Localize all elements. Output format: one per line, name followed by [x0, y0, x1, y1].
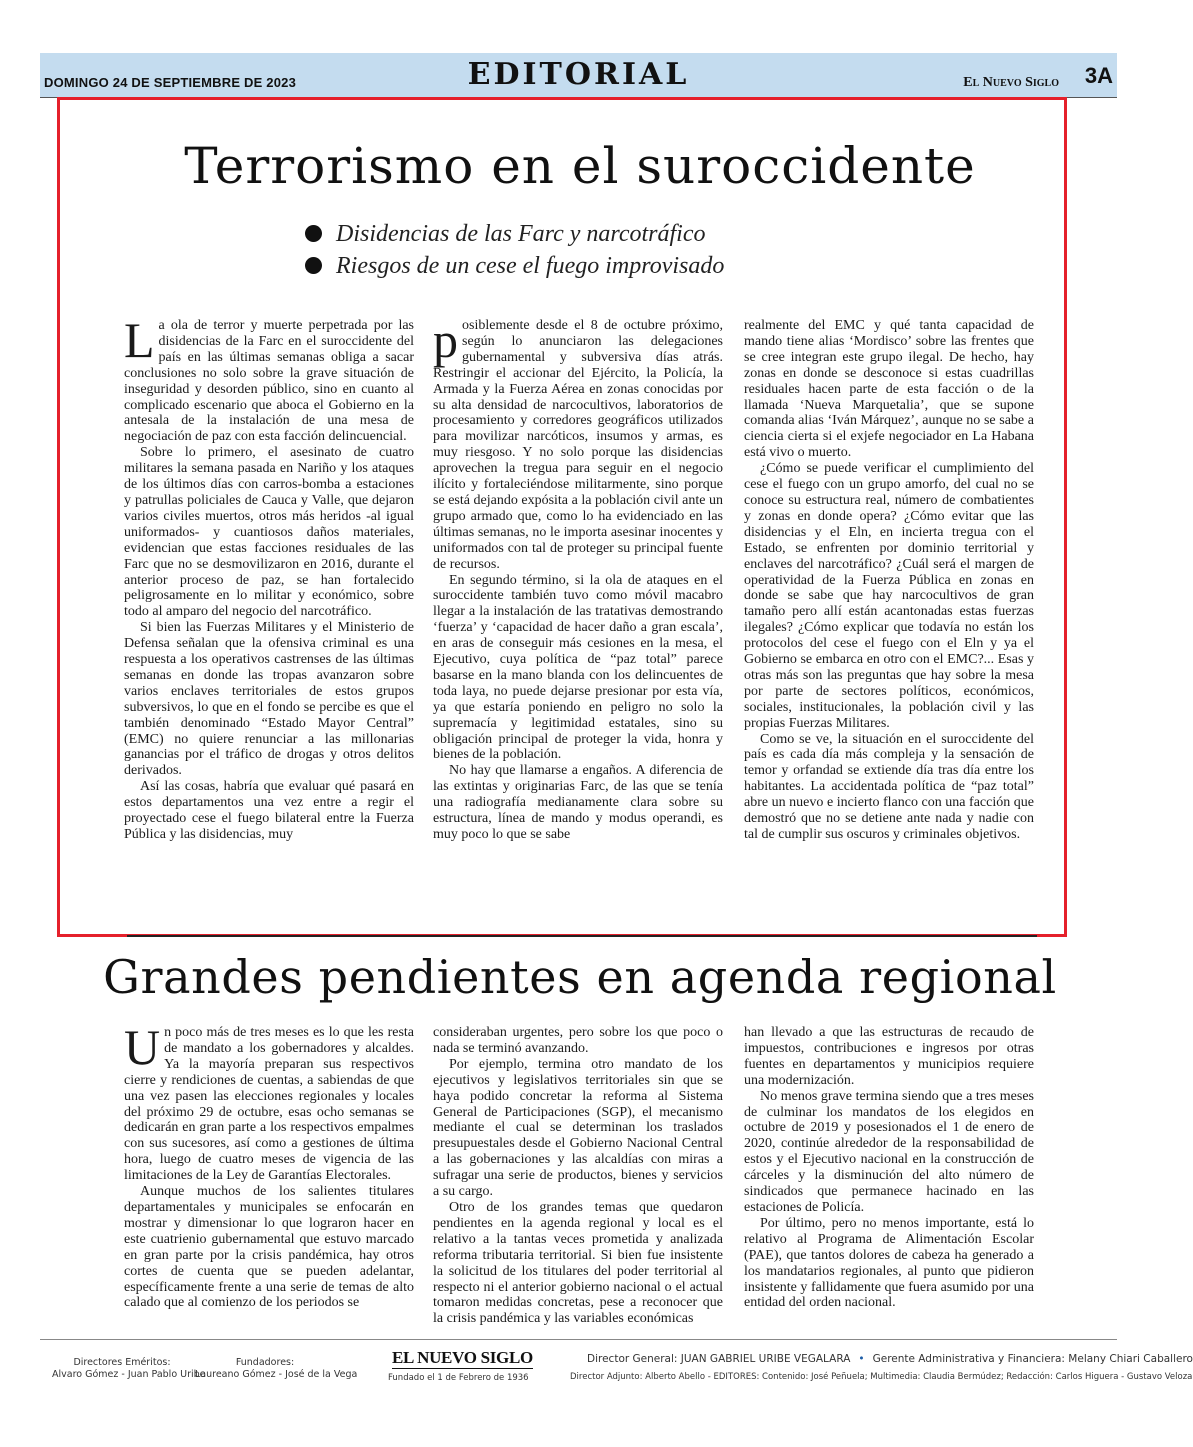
header-brand: El Nuevo Siglo [963, 75, 1059, 90]
page-header [40, 53, 1117, 97]
footer-director: Director General: JUAN GABRIEL URIBE VEGALARA [587, 1353, 851, 1365]
footer-names: Laureano Gómez - José de la Vega [195, 1369, 358, 1380]
footer-editors: Director Adjunto: Alberto Abello - EDITORES: Contenido: José Peñuela; Multimedia: Claudia Bermúdez; Redacción: Carlos Higuera - Gustavo Veloza [570, 1372, 1193, 1382]
bullet-icon [305, 257, 322, 274]
paragraph: ¿Cómo se puede verificar el cumplimiento del cese el fuego con un grupo amorfo, del cual no se conoce su estructura real, número de combatientes y zonas en donde opera? ¿Cómo evitar que las disidencias y el Eln, en incierta tregua con el Estado, se enfrenten por dominio territorial y enclaves del narcotráfico? ¿Cuál será el margen de operatividad de la Fuerza Pública en zonas en donde se sabe que hay narcocultivos de gran tamaño pero allí están acantonadas estas fuerzas ilegales? ¿Cómo explicar que todavía no están los protocolos del cese el fuego con el Eln y ya el Gobierno se embarca en otro con el EMC?... Esas y otras más son las preguntas que hay sobre la mesa por parte de sectores políticos, económicos, sociales, institucionales, la población civil y las propias Fuerzas Militares. [744, 461, 1034, 731]
issue-date: DOMINGO 24 DE SEPTIEMBRE DE 2023 [44, 75, 297, 90]
paragraph: La ola de terror y muerte perpetrada por las disidencias de la Farc en el suroccidente del país en las últimas semanas obliga a sacar conclusiones no solo sobre la grave situación de inseguridad y desorden público, sino en cuanto al complicado escenario que aboca el Gobierno en la antesala de la instalación de una mesa de negociación de paz con esta facción delincuencial. [124, 312, 414, 445]
section-title: EDITORIAL [467, 57, 690, 92]
paragraph: Sobre lo primero, el asesinato de cuatro militares la semana pasada en Nariño y los ataques de los últimos días con carros-bomba a estaciones y patrullas policiales de Cauca y Valle, que dejaron varios civiles muertos, otros más heridos -al igual uniformados- y cuantiosos daños materiales, evidencian que estas facciones residuales de las Farc que no se desmovilizaron en 2016, durante el anterior proceso de paz, se han fortalecido peligrosamente en lo militar y económico, sobre todo al amparo del negocio del narcotráfico. [124, 445, 414, 620]
article1-subhead: Disidencias de las Farc y narcotráfico [305, 218, 724, 250]
paragraph: han llevado a que las estructuras de recaudo de impuestos, contribuciones e ingresos por otras fuentes en departamentos y municipios requiere una modernización. [744, 1025, 1034, 1088]
footer-manager: Gerente Administrativa y Financiera: Melany Chiari Caballero [872, 1353, 1193, 1365]
bullet-icon [305, 225, 322, 242]
article2-column-2 [433, 1025, 723, 1327]
paragraph: posiblemente desde el 8 de octubre próximo, según lo anunciaron las delegaciones gubernamental y subversiva días atrás. Restringir el accionar del Ejército, la Policía, la Armada y la Fuerza Aérea en zonas conocidas por su alta densidad de narcocultivos, laboratorios de procesamiento y corredores geográficos utilizados para movilizar narcóticos, insumos y armas, es muy riesgoso. Y no solo porque las disidencias aprovechen la tregua para seguir en el negocio ilícito y fortaleciéndose militarmente, sino porque se está dejando expósita a la población civil ante un grupo armado que, como lo ha evidenciado en las últimas semanas, no le importa asesinar inocentes y uniformados con tal de proteger su principal fuente de recursos. [433, 312, 723, 572]
footer-director-line [587, 1353, 1193, 1365]
article2-column-3 [744, 1025, 1034, 1311]
article1-subhead: Riesgos de un cese el fuego improvisado [305, 250, 724, 282]
paragraph: En segundo término, si la ola de ataques en el suroccidente también tuvo como móvil macabro llegar a la instalación de las tratativas demostrando ‘fuerza’ y ‘capacidad de hacer daño a gran escala’, en aras de conseguir más cesiones en la mesa, el Ejecutivo, cuya política de “paz total” parece basarse en la mano blanda con los delincuentes de toda laya, no puede dejarse presionar por esta vía, ya que estaría poniendo en peligro no solo la supremacía y legitimidad estatales, sino su obligación principal de proteger la vida, honra y bienes de la población. [433, 572, 723, 763]
paragraph: Si bien las Fuerzas Militares y el Ministerio de Defensa señalan que la ofensiva criminal es una respuesta a los operativos castrenses de las últimas semanas en donde las tropas avanzaron sobre varios enclaves territoriales de estos grupos subversivos, lo que en el fondo se percibe es que el también denominado “Estado Mayor Central” (EMC) no quiere renunciar a las millonarias ganancias por el tráfico de drogas y otros delitos derivados. [124, 620, 414, 779]
paragraph: consideraban urgentes, pero sobre los que poco o nada se terminó avanzando. [433, 1025, 723, 1056]
article2-headline: Grandes pendientes en agenda regional [103, 950, 1057, 1004]
footer-label: Fundadores: [235, 1357, 295, 1368]
article-divider [127, 935, 1037, 937]
page-number: 3A [1084, 63, 1113, 88]
footer-founders [195, 1357, 358, 1381]
paragraph: Por ejemplo, termina otro mandato de los ejecutivos y legislativos territoriales sin que se haya podido concretar la reforma al Sistema General de Participaciones (SGP), el mecanismo mediante el cual se determinan los traslados presupuestales desde el Gobierno Nacional Central a las gobernaciones y las alcaldías con miras a sufragar una serie de productos, bienes y servicios a su cargo. [433, 1056, 723, 1200]
footer-logo: EL NUEVO SIGLO [392, 1348, 533, 1367]
paragraph: Por último, pero no menos importante, está lo relativo al Programa de Alimentación Escolar (PAE), que tantos dolores de cabeza ha generado a los mandatarios regionales, al punto que pidieron insistente y fallidamente que fuera asumido por una entidad del orden nacional. [744, 1215, 1034, 1311]
paragraph: Aunque muchos de los salientes titulares departamentales y municipales se enfocarán en mostrar y dimensionar lo que lograron hacer en este cuatrienio gubernamental que estuvo marcado en gran parte por la crisis pandémica, hay otros cortes de cuenta que se pueden adelantar, específicamente frente a una serie de temas de alto calado que al comienzo de los periodos se [124, 1184, 414, 1311]
article1-column-2 [433, 312, 723, 843]
paragraph: realmente del EMC y qué tanta capacidad de mando tiene alias ‘Mordisco’ sobre las frentes que se cree integran este grupo ilegal. De hecho, hay zonas en donde se desconoce si estas cuadrillas residuales hacen parte de esta facción o de la llamada ‘Nueva Marquetalia’, que se supone comanda alias ‘Iván Márquez’, aunque no se sabe a ciencia cierta si el exjefe negociador en La Habana está vivo o muerto. [744, 318, 1034, 461]
paragraph: No menos grave termina siendo que a tres meses de culminar los mandatos de los elegidos en octubre de 2019 y posesionados el 1 de enero de 2020, continúe alrededor de la responsabilidad de estos y el Ejecutivo nacional en la construcción de cárceles y la disminución del alto número de sindicados que permanece hacinado en las estaciones de Policía. [744, 1088, 1034, 1215]
paragraph: Así las cosas, habría que evaluar qué pasará en estos departamentos una vez entre a regir el proyectado cese el fuego bilateral entre la Fuerza Pública y las disidencias, muy [124, 779, 414, 842]
paragraph: Otro de los grandes temas que quedaron pendientes en la agenda regional y local es el relativo a la tantas veces prometida y analizada reforma tributaria territorial. Si bien fue insistente la solicitud de los titulares del poder territorial al respecto ni el anterior gobierno nacional o el actual tomaron medidas concretas, pese a reconocer que la crisis pandémica y las variables económicas [433, 1199, 723, 1327]
article2-column-1 [124, 1019, 414, 1311]
footer-rule [40, 1339, 1117, 1340]
article1-column-3 [744, 318, 1034, 843]
paragraph: Un poco más de tres meses es lo que les resta de mandato a los gobernadores y alcaldes. Ya la mayoría preparan sus respectivos cierre y rendiciones de cuentas, a sabiendas de que una vez pasen las elecciones regionales y locales del próximo 29 de octubre, esas ocho semanas se dedicarán en gran parte a los respectivos empalmes con sus sucesores, así como a gestiones de última hora, luego de cuatro meses de vigencia de las limitaciones de la Ley de Garantías Electorales. [124, 1019, 414, 1184]
article1-column-1 [124, 312, 414, 843]
footer-separator: • [858, 1353, 865, 1365]
article1-subheads [305, 218, 724, 282]
footer-founded: Fundado el 1 de Febrero de 1936 [388, 1373, 529, 1383]
footer-label: Directores Eméritos: [73, 1357, 171, 1368]
article1-headline: Terrorismo en el suroccidente [184, 137, 976, 195]
footer-names: Alvaro Gómez - Juan Pablo Uribe [52, 1369, 206, 1380]
paragraph: Como se ve, la situación en el suroccidente del país es cada día más compleja y la sensación de temor y orfandad se extiende día tras día entre los habitantes. La accidentada política de “paz total” abre un nuevo e incierto flanco con una facción que demostró que no se detiene ante nada y nadie con tal de cumplir sus oscuros y criminales objetivos. [744, 731, 1034, 842]
paragraph: No hay que llamarse a engaños. A diferencia de las extintas y originarias Farc, de las que se tenía una radiografía medianamente clara sobre su estructura, línea de mando y modus operandi, es muy poco lo que se sabe [433, 763, 723, 842]
footer-emeritus [52, 1357, 206, 1381]
